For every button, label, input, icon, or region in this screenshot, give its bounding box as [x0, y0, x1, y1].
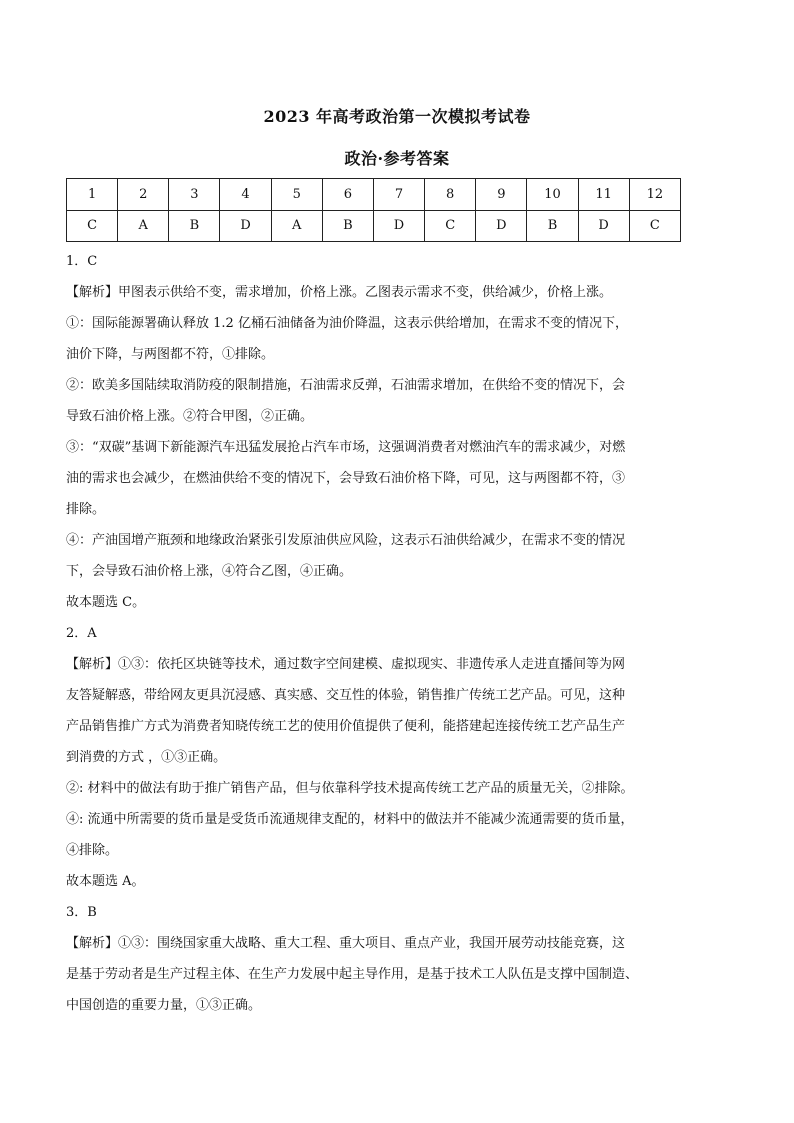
explanation-line: ③：“双碳”基调下新能源汽车迅猛发展抢占汽车市场，这强调消费者对燃油汽车的需求减少，对燃: [66, 440, 626, 455]
answer-table-answer-row: [67, 210, 681, 242]
explanation-line: 友答疑解惑，带给网友更具沉浸感、真实感、交互性的体验，销售推广传统工艺产品。可见，这种: [66, 688, 626, 703]
explanation-line: 【解析】甲图表示供给不变，需求增加，价格上涨。乙图表示需求不变，供给减少，价格上涨。: [66, 285, 613, 300]
answer-cell: B: [169, 210, 220, 242]
question-answer-heading: 3．B: [66, 905, 97, 920]
explanation-line: 排除。: [66, 502, 106, 517]
explanation-line: 油的需求也会减少，在燃油供给不变的情况下，会导致石油价格下降，可见，这与两图都不符，③: [66, 471, 626, 486]
question-number-cell: 9: [476, 179, 527, 211]
explanation-line: ①：国际能源署确认释放 1.2 亿桶石油储备为油价降温，这表示供给增加，在需求不变的情况下，: [66, 316, 628, 331]
explanation-line: 中国创造的重要力量，①③正确。: [66, 998, 262, 1013]
question-number-cell: 10: [527, 179, 578, 211]
question-number-cell: 2: [118, 179, 169, 211]
answer-cell: D: [220, 210, 271, 242]
answer-cell: C: [67, 210, 118, 242]
question-answer-heading: 2．A: [66, 626, 97, 641]
explanation-line: ②: 材料中的做法有助于推广销售产品，但与依靠科学技术提高传统工艺产品的质量无关，②排除。: [66, 781, 634, 796]
answer-cell: C: [629, 210, 680, 242]
page-subtitle: 政治·参考答案: [344, 149, 450, 168]
explanation-line: 下，会导致石油价格上涨，④符合乙图，④正确。: [66, 564, 353, 579]
answer-cell: D: [373, 210, 424, 242]
explanation-line: ④：产油国增产瓶颈和地缘政治紧张引发原油供应风险，这表示石油供给减少，在需求不变的情况: [66, 533, 626, 548]
answer-cell: D: [476, 210, 527, 242]
answer-cell: D: [578, 210, 629, 242]
answer-table-number-row: [67, 179, 681, 211]
explanation-line: 故本题选 A。: [66, 874, 145, 889]
page-title: 2023 年高考政治第一次模拟考试卷: [263, 107, 531, 126]
explanation-line: ④排除。: [66, 843, 119, 858]
explanation-line: ②：欧美多国陆续取消防疫的限制措施，石油需求反弹，石油需求增加，在供给不变的情况下，会: [66, 378, 626, 393]
answer-cell: B: [322, 210, 373, 242]
explanation-line: 产品销售推广方式为消费者知晓传统工艺的使用价值提供了便利，能搭建起连接传统工艺产品生产: [66, 719, 626, 734]
answer-table: [66, 178, 681, 242]
question-number-cell: 7: [373, 179, 424, 211]
explanation-line: 油价下降，与两图都不符，①排除。: [66, 347, 275, 362]
answer-cell: A: [118, 210, 169, 242]
question-number-cell: 6: [322, 179, 373, 211]
question-number-cell: 1: [67, 179, 118, 211]
explanation-line: 故本题选 C。: [66, 595, 146, 610]
question-number-cell: 5: [271, 179, 322, 211]
answer-cell: A: [271, 210, 322, 242]
answer-cell: C: [425, 210, 476, 242]
explanation-line: 【解析】①③：围绕国家重大战略、重大工程、重大项目、重点产业，我国开展劳动技能竞赛，这: [66, 936, 626, 951]
question-answer-heading: 1．C: [66, 254, 98, 269]
explanation-line: 是基于劳动者是生产过程主体、在生产力发展中起主导作用，是基于技术工人队伍是支撑中国制造、: [66, 967, 639, 982]
question-number-cell: 4: [220, 179, 271, 211]
question-number-cell: 3: [169, 179, 220, 211]
explanation-line: 到消费的方式 ，①③正确。: [66, 750, 227, 765]
explanation-line: 【解析】①③：依托区块链等技术，通过数字空间建模、虚拟现实、非遗传承人走进直播间等为网: [66, 657, 626, 672]
explanation-line: ④: 流通中所需要的货币量是受货币流通规律支配的，材料中的做法并不能减少流通需要的货币量，: [66, 812, 634, 827]
explanation-line: 导致石油价格上涨。②符合甲图，②正确。: [66, 409, 314, 424]
answer-cell: B: [527, 210, 578, 242]
question-number-cell: 12: [629, 179, 680, 211]
question-number-cell: 8: [425, 179, 476, 211]
question-number-cell: 11: [578, 179, 629, 211]
explanation-body: [66, 246, 686, 1021]
